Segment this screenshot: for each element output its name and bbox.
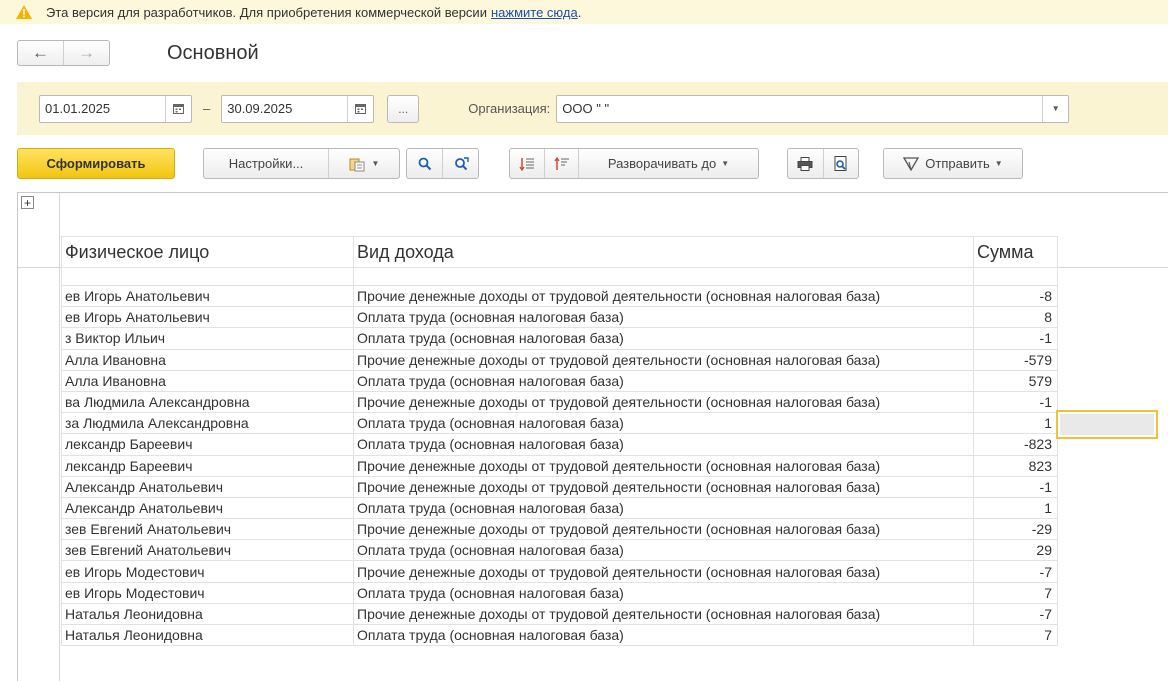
- table-spacer-row: [62, 268, 1058, 286]
- table-row[interactable]: [62, 434, 1058, 455]
- table-header-row: [62, 237, 1058, 268]
- empty-cell: [354, 268, 974, 286]
- cell-income-type[interactable]: Прочие денежные доходы от трудовой деятельности (основная налоговая база): [354, 455, 974, 476]
- cell-person[interactable]: ев Игорь Анатольевич: [62, 286, 354, 307]
- cell-person[interactable]: зев Евгений Анатольевич: [62, 519, 354, 540]
- table-row[interactable]: [62, 561, 1058, 582]
- sort-ascending-button[interactable]: [544, 149, 578, 178]
- settings-button[interactable]: Настройки...: [228, 156, 304, 171]
- date-range-dash: –: [203, 101, 211, 116]
- cell-person[interactable]: зев Евгений Анатольевич: [62, 540, 354, 561]
- variant-icon: [349, 156, 367, 172]
- table-row[interactable]: [62, 603, 1058, 624]
- print-preview-button[interactable]: [823, 149, 859, 178]
- cell-income-type[interactable]: Оплата труда (основная налоговая база): [354, 540, 974, 561]
- dropdown-arrow-icon: ▼: [1051, 104, 1060, 113]
- cell-sum[interactable]: 29: [974, 540, 1058, 561]
- forward-arrow-icon: →: [78, 43, 95, 62]
- cell-sum[interactable]: 1: [974, 497, 1058, 518]
- column-header-sum[interactable]: Сумма: [974, 237, 1058, 268]
- table-row[interactable]: [62, 286, 1058, 307]
- column-header-person[interactable]: Физическое лицо: [62, 237, 354, 268]
- search-icon: [418, 157, 432, 171]
- cell-income-type[interactable]: Прочие денежные доходы от трудовой деятельности (основная налоговая база): [354, 476, 974, 497]
- cell-income-type[interactable]: Оплата труда (основная налоговая база): [354, 625, 974, 646]
- sort-descending-button[interactable]: [510, 149, 544, 178]
- print-preview-icon: [834, 156, 848, 172]
- table-row[interactable]: [62, 582, 1058, 603]
- cell-sum[interactable]: 7: [974, 582, 1058, 603]
- organization-value: ООО " ": [562, 101, 610, 116]
- selected-cell-fill: [1060, 414, 1154, 435]
- report-table: [61, 236, 1058, 646]
- organization-dropdown-button[interactable]: [1042, 96, 1068, 122]
- cell-person[interactable]: Наталья Леонидовна: [62, 603, 354, 624]
- search-next-button[interactable]: [442, 149, 478, 178]
- date-to-field[interactable]: [221, 95, 374, 123]
- buy-commercial-link[interactable]: нажмите сюда: [490, 4, 578, 20]
- table-row[interactable]: [62, 497, 1058, 518]
- cell-person[interactable]: за Людмила Александровна: [62, 413, 354, 434]
- selected-cell[interactable]: [1056, 410, 1158, 439]
- search-group: [406, 148, 479, 179]
- table-row[interactable]: [62, 540, 1058, 561]
- send-label: Отправить: [925, 156, 990, 171]
- back-button[interactable]: [18, 41, 63, 65]
- cell-income-type[interactable]: Прочие денежные доходы от трудовой деятельности (основная налоговая база): [354, 561, 974, 582]
- table-row[interactable]: [62, 476, 1058, 497]
- settings-group: [203, 148, 400, 179]
- table-row[interactable]: [62, 455, 1058, 476]
- cell-income-type[interactable]: Оплата труда (основная налоговая база): [354, 582, 974, 603]
- variant-button[interactable]: [328, 149, 399, 178]
- organization-field[interactable]: [556, 95, 1069, 123]
- cell-person[interactable]: Алла Ивановна: [62, 370, 354, 391]
- banner-text: Эта версия для разработчиков. Для приобретения коммерческой версии: [46, 4, 487, 20]
- cell-person[interactable]: ев Игорь Анатольевич: [62, 307, 354, 328]
- chevron-down-icon: ▼: [994, 159, 1003, 168]
- cell-sum[interactable]: 1: [974, 413, 1058, 434]
- navigation-row: [17, 40, 259, 66]
- cell-sum[interactable]: -7: [974, 561, 1058, 582]
- cell-sum[interactable]: -29: [974, 519, 1058, 540]
- send-button[interactable]: [883, 148, 1023, 179]
- cell-sum[interactable]: -1: [974, 391, 1058, 412]
- cell-income-type[interactable]: Прочие денежные доходы от трудовой деятельности (основная налоговая база): [354, 603, 974, 624]
- expand-to-button[interactable]: [578, 149, 758, 178]
- table-row[interactable]: [62, 391, 1058, 412]
- print-button[interactable]: [788, 149, 823, 178]
- date-from-calendar-button[interactable]: [165, 96, 191, 122]
- structure-group: [509, 148, 759, 179]
- cell-sum[interactable]: 7: [974, 625, 1058, 646]
- cell-person[interactable]: ев Игорь Модестович: [62, 561, 354, 582]
- developer-version-banner: [0, 0, 1168, 24]
- warning-icon: [16, 5, 32, 19]
- cell-income-type[interactable]: Оплата труда (основная налоговая база): [354, 413, 974, 434]
- select-period-button[interactable]: ...: [387, 95, 419, 123]
- table-row[interactable]: [62, 370, 1058, 391]
- cell-person[interactable]: Александр Анатольевич: [62, 476, 354, 497]
- print-icon: [797, 157, 813, 171]
- page-title: Основной: [167, 41, 259, 64]
- cell-income-type[interactable]: Оплата труда (основная налоговая база): [354, 328, 974, 349]
- date-to-calendar-button[interactable]: [347, 96, 373, 122]
- cell-person[interactable]: Александр Анатольевич: [62, 497, 354, 518]
- search-refresh-icon: [453, 157, 469, 171]
- cell-sum[interactable]: 579: [974, 370, 1058, 391]
- expand-to-label: Разворачивать до: [607, 156, 717, 171]
- cell-income-type[interactable]: Прочие денежные доходы от трудовой деятельности (основная налоговая база): [354, 519, 974, 540]
- cell-sum[interactable]: 823: [974, 455, 1058, 476]
- cell-person[interactable]: з Виктор Ильич: [62, 328, 354, 349]
- table-row[interactable]: [62, 413, 1058, 434]
- cell-sum[interactable]: -1: [974, 476, 1058, 497]
- cell-sum[interactable]: -1: [974, 328, 1058, 349]
- report-toolbar: [17, 148, 1168, 180]
- cell-person[interactable]: Наталья Леонидовна: [62, 625, 354, 646]
- sort-desc-icon: [519, 157, 535, 171]
- chevron-down-icon: ▼: [371, 159, 380, 168]
- cell-income-type[interactable]: Оплата труда (основная налоговая база): [354, 497, 974, 518]
- cell-person[interactable]: Алла Ивановна: [62, 349, 354, 370]
- table-row[interactable]: [62, 349, 1058, 370]
- cell-sum[interactable]: -823: [974, 434, 1058, 455]
- back-arrow-icon: ←: [32, 43, 49, 62]
- cell-income-type[interactable]: Прочие денежные доходы от трудовой деятельности (основная налоговая база): [354, 391, 974, 412]
- table-row[interactable]: [62, 307, 1058, 328]
- table-row[interactable]: [62, 625, 1058, 646]
- cell-income-type[interactable]: Оплата труда (основная налоговая база): [354, 370, 974, 391]
- search-button[interactable]: [407, 149, 442, 178]
- cell-income-type[interactable]: Оплата труда (основная налоговая база): [354, 307, 974, 328]
- cell-sum[interactable]: -7: [974, 603, 1058, 624]
- table-row[interactable]: [62, 328, 1058, 349]
- table-row[interactable]: [62, 519, 1058, 540]
- cell-sum[interactable]: -579: [974, 349, 1058, 370]
- banner-tail: .: [577, 4, 582, 20]
- organization-label: Организация:: [468, 101, 551, 116]
- cell-income-type[interactable]: Оплата труда (основная налоговая база): [354, 434, 974, 455]
- expand-plus-icon[interactable]: +: [21, 196, 34, 209]
- send-icon: [903, 157, 919, 171]
- empty-cell: [974, 268, 1058, 286]
- print-group: [787, 148, 859, 179]
- report-spreadsheet[interactable]: [17, 192, 1168, 681]
- history-nav: [17, 40, 110, 66]
- column-header-income-type[interactable]: Вид дохода: [354, 237, 974, 268]
- empty-cell: [62, 268, 354, 286]
- calendar-icon: [173, 103, 184, 114]
- cell-person[interactable]: лександр Бареевич: [62, 455, 354, 476]
- date-to-value: 30.09.2025: [227, 101, 293, 116]
- forward-button[interactable]: [63, 41, 109, 65]
- cell-income-type[interactable]: Прочие денежные доходы от трудовой деятельности (основная налоговая база): [354, 286, 974, 307]
- sort-asc-icon: [554, 157, 570, 171]
- generate-button[interactable]: Сформировать: [17, 148, 175, 179]
- cell-sum[interactable]: 8: [974, 307, 1058, 328]
- cell-person[interactable]: ев Игорь Модестович: [62, 582, 354, 603]
- date-from-field[interactable]: [39, 95, 192, 123]
- date-from-value: 01.01.2025: [45, 101, 111, 116]
- calendar-icon: [355, 103, 366, 114]
- cell-income-type[interactable]: Прочие денежные доходы от трудовой деятельности (основная налоговая база): [354, 349, 974, 370]
- report-parameters-panel: [17, 82, 1168, 135]
- cell-sum[interactable]: -8: [974, 286, 1058, 307]
- chevron-down-icon: ▼: [721, 159, 730, 168]
- cell-person[interactable]: ва Людмила Александровна: [62, 391, 354, 412]
- cell-person[interactable]: лександр Бареевич: [62, 434, 354, 455]
